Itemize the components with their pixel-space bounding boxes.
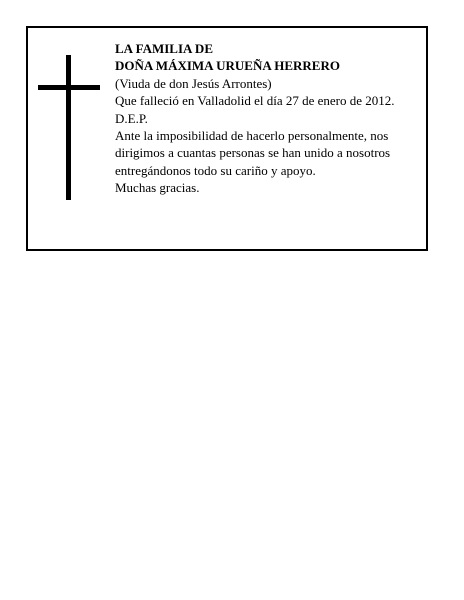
widow-of-line: (Viuda de don Jesús Arrontes) [115,75,272,91]
death-info-line: Que falleció en Valladolid el día 27 de enero de 2012. [115,93,395,109]
message-line-1: Ante la imposibilidad de hacerlo personalmente, nos [115,128,389,144]
message-line-2: dirigimos a cuantas personas se han unido a nosotros [115,145,391,161]
cross-horizontal-bar [38,85,100,90]
cross-icon [38,55,100,200]
cross-vertical-bar [66,55,71,200]
notice-text [115,40,421,197]
closing-line: Muchas gracias. [115,180,200,196]
rip-line: D.E.P. [115,110,148,126]
obituary-notice [26,26,428,251]
message-line-3: entregándonos todo su cariño y apoyo. [115,162,316,178]
heading-family: LA FAMILIA DE [115,41,213,56]
heading-deceased-name: DOÑA MÁXIMA URUEÑA HERRERO [115,58,340,74]
